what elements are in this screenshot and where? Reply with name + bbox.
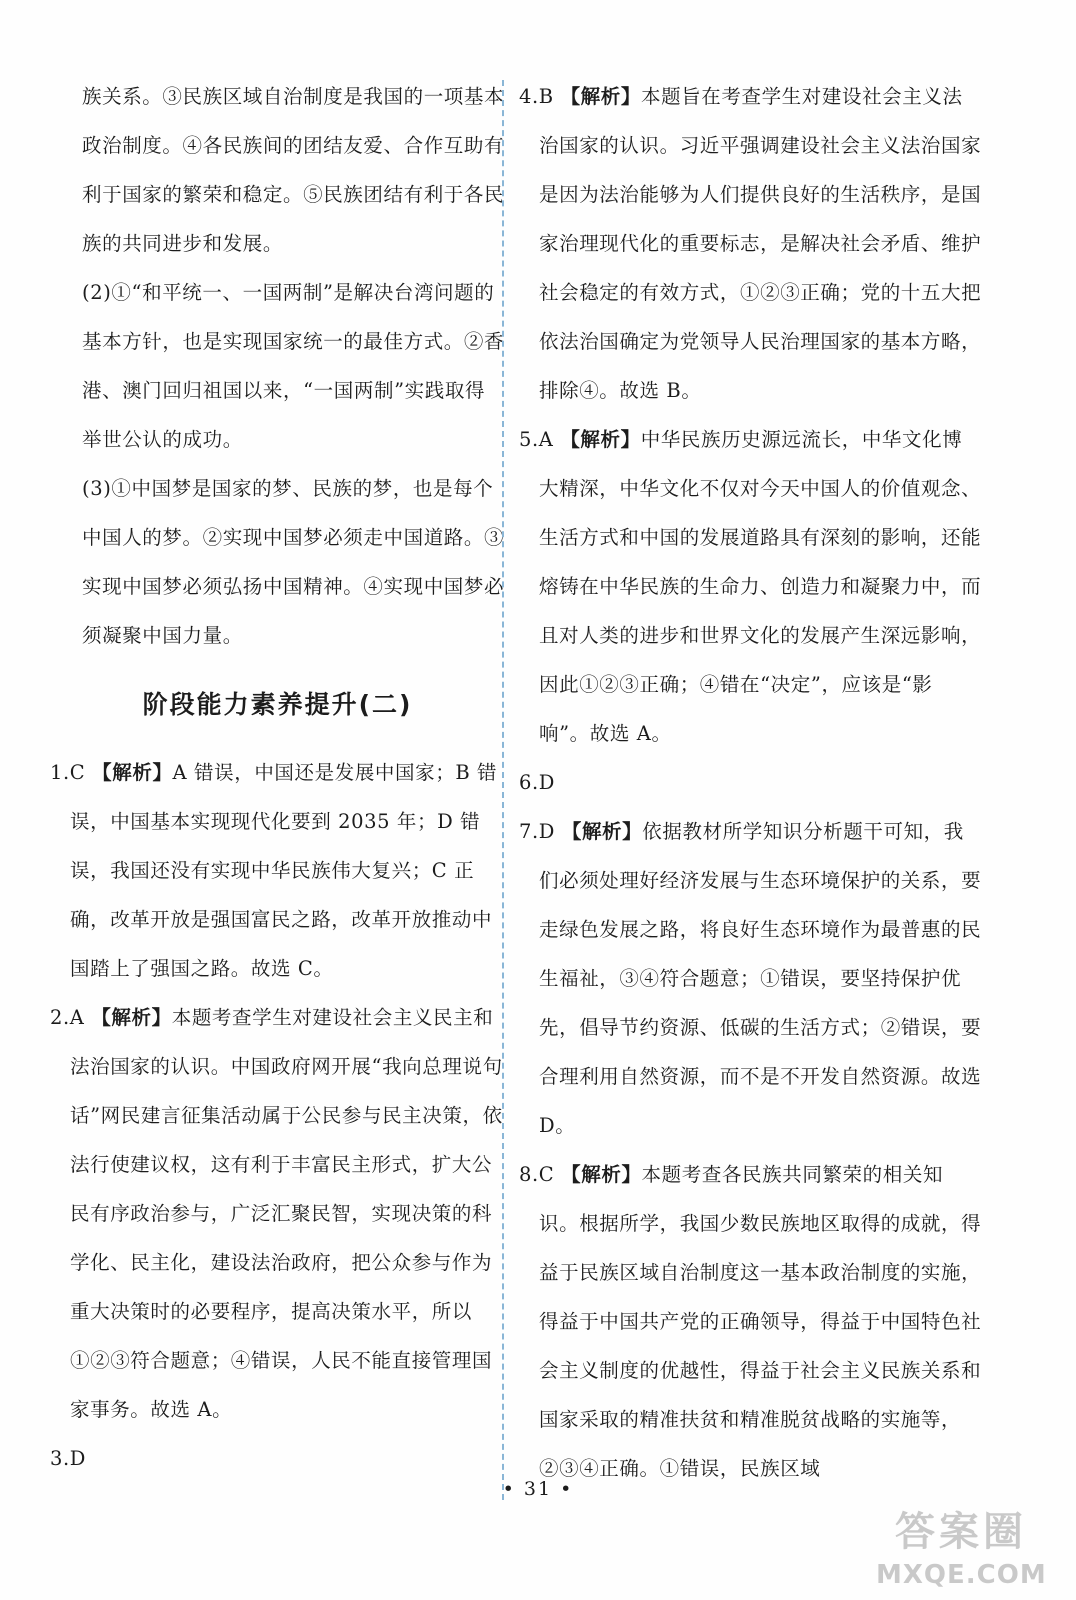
answer-item [519, 415, 982, 758]
answer-number: 6.D [519, 771, 556, 794]
answer-text: 中华民族历史源远流长，中华文化博大精深，中华文化不仅对今天中国人的价值观念、生活方式和中国的发展道路具有深刻的影响，还能熔铸在中华民族的生命力、创造力和凝聚力中，而且对人类的进步和世界文化的发展产生深远影响，因此①②③正确；④错在“决定”，应该是“影响”。故选 A。 [539, 428, 982, 745]
analysis-tag: 【解析】 [560, 85, 641, 108]
answer-number: 1.C [50, 761, 86, 784]
page-number: • 31 • [502, 1478, 574, 1500]
answer-text: 本题旨在考查学生对建设社会主义法治国家的认识。习近平强调建设社会主义法治国家是因为法治能够为人们提供良好的生活秩序，是国家治理现代化的重要标志，是解决社会矛盾、维护社会稳定的有效方式，①②③正确；党的十五大把依法治国确定为党领导人民治理国家的基本方略，排除④。故选 B。 [539, 85, 982, 402]
answer-number: 4.B [519, 85, 554, 108]
answer-item [50, 1434, 505, 1483]
answer-item [50, 993, 505, 1434]
intro-paragraph-2: (2)①“和平统一、一国两制”是解决台湾问题的基本方针，也是实现国家统一的最佳方式。②香港、澳门回归祖国以来，“一国两制”实践取得举世公认的成功。 [82, 281, 505, 451]
analysis-tag: 【解析】 [560, 428, 641, 451]
left-column [50, 72, 505, 1483]
watermark-text-bottom: MXQE.COM [876, 1560, 1047, 1590]
answer-text: 本题考查各民族共同繁荣的相关知识。根据所学，我国少数民族地区取得的成就，得益于民族区域自治制度这一基本政治制度的实施，得益于中国共产党的正确领导，得益于中国特色社会主义制度的优越性，得益于社会主义民族关系和国家采取的精准扶贫和精准脱贫战略的实施等，②③④正确。①错误，民族区域 [539, 1163, 982, 1480]
answer-number: 8.C [519, 1163, 555, 1186]
intro-paragraph-3: (3)①中国梦是国家的梦、民族的梦，也是每个中国人的梦。②实现中国梦必须走中国道路。③实现中国梦必须弘扬中国精神。④实现中国梦必须凝聚中国力量。 [82, 477, 505, 647]
analysis-tag: 【解析】 [91, 1006, 172, 1029]
answer-text: 依据教材所学知识分析题干可知，我们必须处理好经济发展与生态环境保护的关系，要走绿色发展之路，将良好生态环境作为最普惠的民生福祉，③④符合题意；①错误，要坚持保护优先，倡导节约资源、低碳的生活方式；②错误，要合理利用自然资源，而不是不开发自然资源。故选 D。 [539, 820, 982, 1137]
answer-text: 本题考查学生对建设社会主义民主和法治国家的认识。中国政府网开展“我向总理说句话”网民建言征集活动属于公民参与民主决策，依法行使建议权，这有利于丰富民主形式，扩大公民有序政治参与，广泛汇聚民智，实现决策的科学化、民主化，建设法治政府，把公众参与作为重大决策时的必要程序，提高决策水平，所以①②③符合题意；④错误，人民不能直接管理国家事务。故选 A。 [70, 1006, 503, 1421]
right-column [519, 72, 982, 1493]
section-title: 阶段能力素养提升(二) [142, 690, 413, 719]
intro-paragraph-1: 族关系。③民族区域自治制度是我国的一项基本政治制度。④各民族间的团结友爱、合作互助有利于国家的繁荣和稳定。⑤民族团结有利于各民族的共同进步和发展。 [82, 85, 505, 255]
answer-item [50, 748, 505, 993]
answer-item [519, 1150, 982, 1493]
analysis-tag: 【解析】 [561, 1163, 642, 1186]
answer-number: 2.A [50, 1006, 85, 1029]
column-divider [502, 80, 504, 1500]
watermark-text-top: 答案圈 [895, 1509, 1027, 1555]
answer-number: 7.D [519, 820, 556, 843]
answer-number: 5.A [519, 428, 554, 451]
answer-text: A 错误，中国还是发展中国家；B 错误，中国基本实现现代化要到 2035 年；D 错误，我国还没有实现中华民族伟大复兴；C 正确，改革开放是强国富民之路，改革开放推动中国踏上了强国之路。故选 C。 [70, 761, 498, 980]
analysis-tag: 【解析】 [561, 820, 643, 843]
answer-item [519, 807, 982, 1150]
answer-item [519, 72, 982, 415]
watermark-logo [876, 1500, 1046, 1590]
answer-number: 3.D [50, 1447, 87, 1470]
analysis-tag: 【解析】 [92, 761, 173, 784]
answer-item [519, 758, 982, 807]
